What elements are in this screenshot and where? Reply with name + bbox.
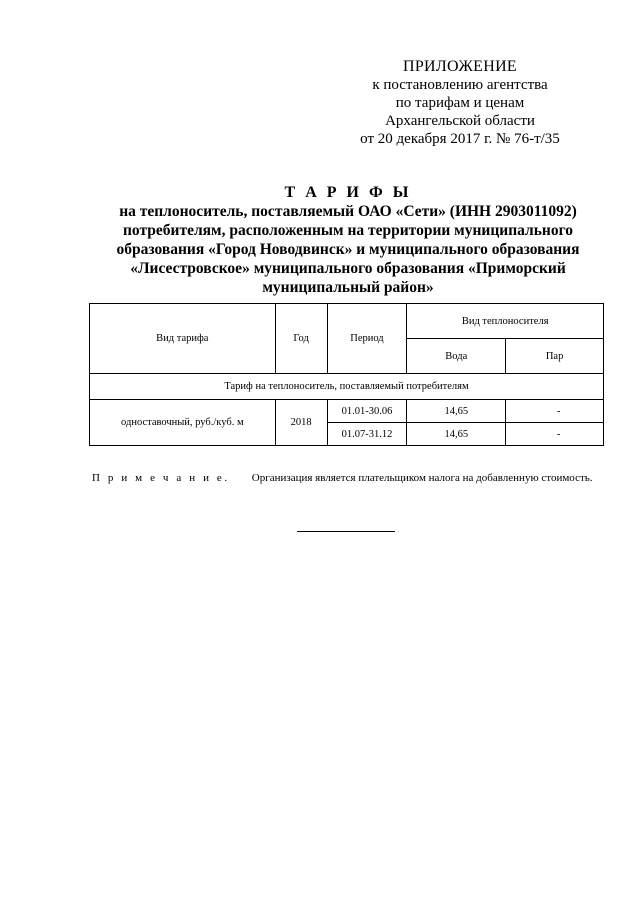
row-steam-value: - [556,405,561,417]
heading-line: образования «Город Новодвинск» и муниципального образования [116,241,580,258]
appendix-line: от 20 декабря 2017 г. № 76-т/35 [360,131,560,147]
header-period: Период [327,304,407,374]
row-period: 01.01-30.06 [327,400,407,423]
appendix-line: по тарифам и ценам [395,95,525,111]
heading-line: муниципальный район» [262,279,434,296]
heading-line: на теплоноситель, поставляемый ОАО «Сети» (ИНН 2903011092) [119,203,577,220]
header-water: Вода [407,339,506,374]
appendix-line: к постановлению агентства [372,77,548,93]
note-text: Организация является плательщиком налога на добавленную стоимость. [251,472,593,484]
appendix-title: ПРИЛОЖЕНИЕ [402,58,517,75]
row-water: 14,65 [407,423,506,446]
header-tariff-type: Вид тарифа [90,304,276,374]
header-steam: Пар [506,339,604,374]
row-year: 2018 [275,400,327,446]
heading-line: «Лисестровское» муниципального образования «Приморский [130,260,566,277]
appendix-line: Архангельской области [385,113,535,129]
document-heading [92,183,604,297]
row-period: 01.07-31.12 [327,423,407,446]
appendix-block [340,58,580,148]
heading-line: потребителям, расположенным на территории муниципального [123,222,573,239]
table-header-row [90,304,604,339]
row-steam [506,400,604,423]
table-row [90,400,604,423]
note-label: П р и м е ч а н и е. [92,472,230,484]
tariff-table [89,303,604,446]
header-year: Год [275,304,327,374]
closing-rule [297,531,395,532]
row-water: 14,65 [407,400,506,423]
header-carrier-type: Вид теплоносителя [407,304,604,339]
row-label: одноставочный, руб./куб. м [90,400,276,446]
section-title: Тариф на теплоноситель, поставляемый потребителям [90,374,604,400]
note-block [92,472,612,484]
table-section-row [90,374,604,400]
row-steam [506,423,604,446]
row-steam-value: - [556,428,561,440]
heading-title: Т А Р И Ф Ы [284,184,412,201]
